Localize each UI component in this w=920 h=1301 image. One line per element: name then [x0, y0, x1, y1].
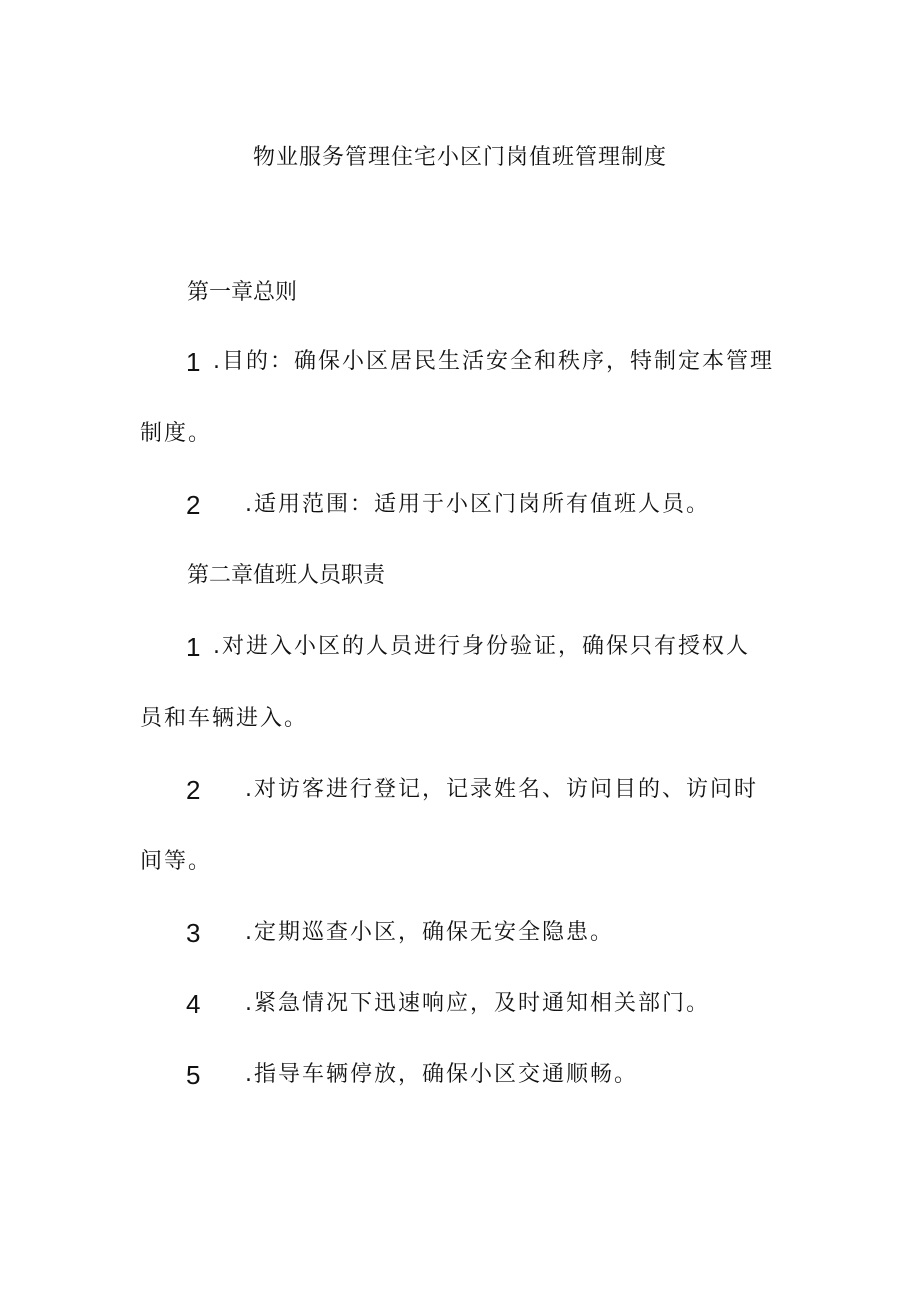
item-text-line1: .对进入小区的人员进行身份验证，确保只有授权人	[213, 634, 750, 659]
chapter-1-heading: 第一章总则	[187, 280, 298, 305]
item-text-line2: 制度。	[140, 421, 213, 446]
item-text-line1: .指导车辆停放，确保小区交通顺畅。	[245, 1062, 638, 1087]
item-number: 4	[186, 989, 201, 1019]
item-text-line1: .适用范围：适用于小区门岗所有值班人员。	[245, 492, 710, 517]
document-title: 物业服务管理住宅小区门岗值班管理制度	[252, 145, 667, 170]
item-number: 1	[186, 632, 201, 662]
item-number: 2	[186, 490, 201, 520]
item-text-line1: .目的：确保小区居民生活安全和秩序，特制定本管理	[213, 349, 774, 374]
item-number: 1	[186, 347, 201, 377]
item-number: 5	[186, 1060, 201, 1090]
item-text-line2: 员和车辆进入。	[140, 706, 309, 731]
item-number: 3	[186, 918, 201, 948]
item-text-line1: .对访客进行登记，记录姓名、访问目的、访问时	[245, 777, 758, 802]
item-text-line1: .定期巡查小区，确保无安全隐患。	[245, 920, 614, 945]
chapter-2-heading: 第二章值班人员职责	[187, 563, 386, 588]
item-number: 2	[186, 775, 201, 805]
item-text-line2: 间等。	[140, 849, 213, 874]
item-text-line1: .紧急情况下迅速响应，及时通知相关部门。	[245, 991, 710, 1016]
